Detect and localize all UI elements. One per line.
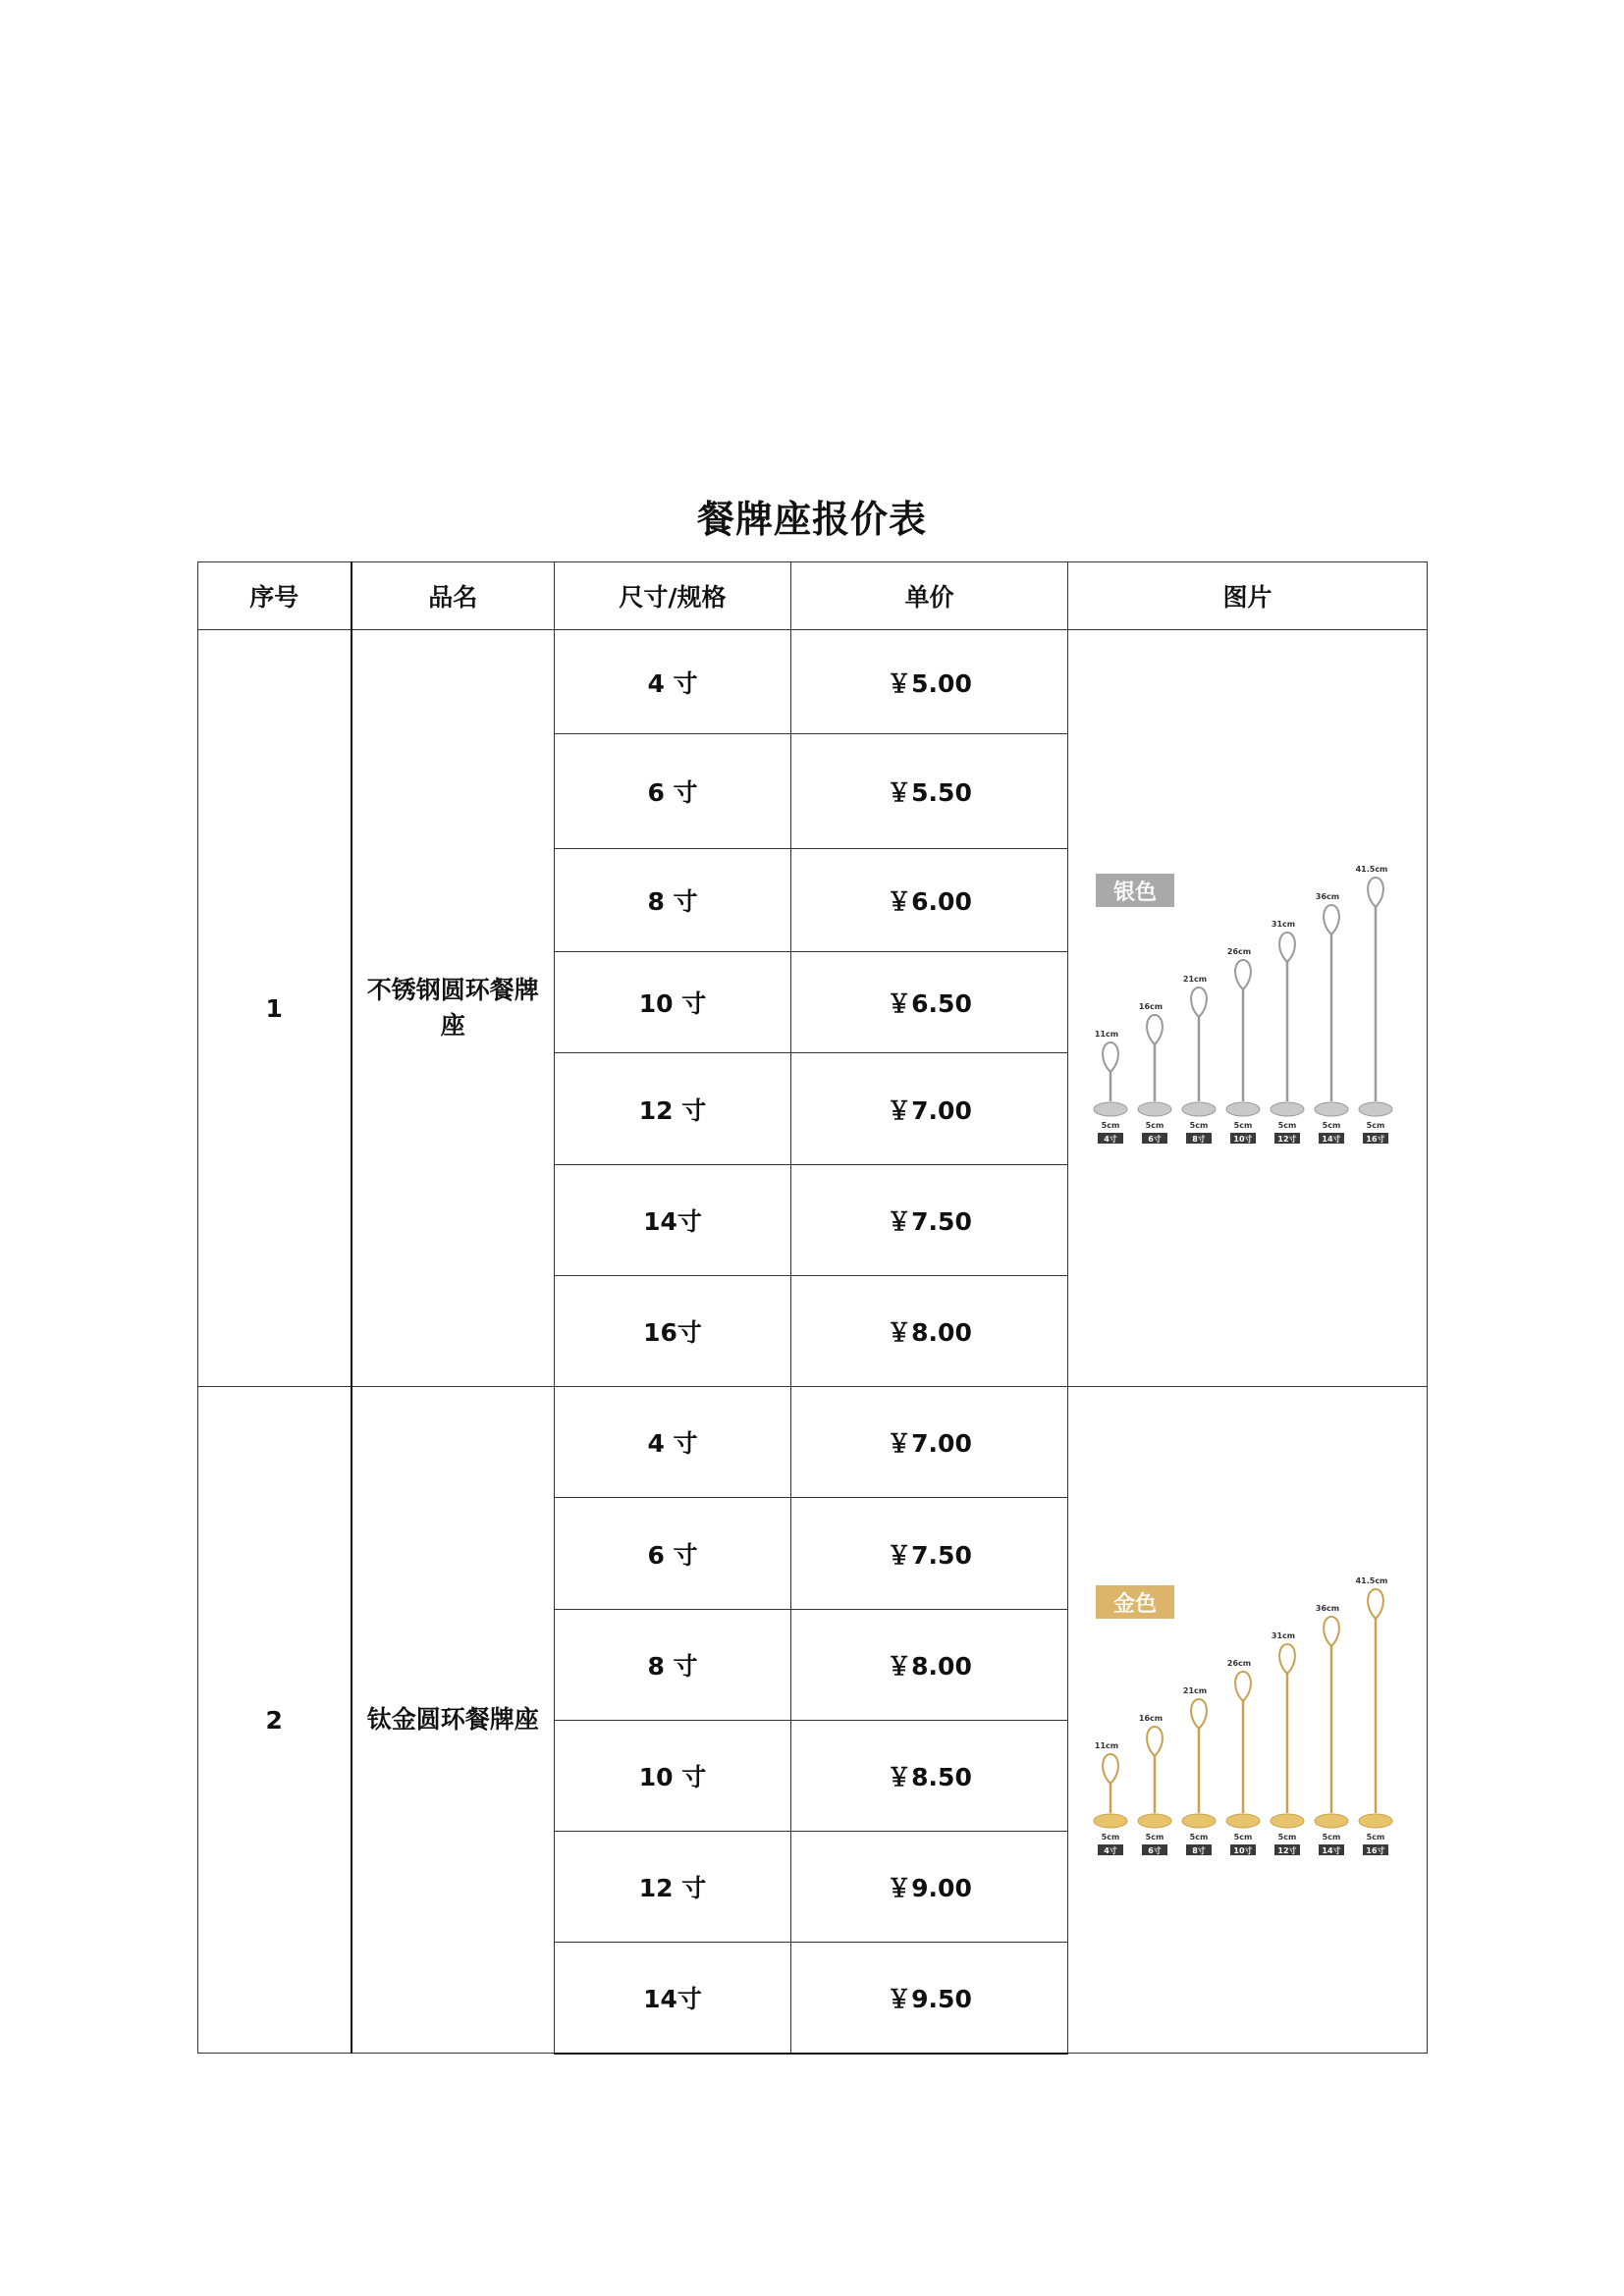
stand-4	[1271, 920, 1304, 1144]
stand-5	[1315, 892, 1348, 1144]
size-tag: 12寸	[1276, 1846, 1297, 1855]
size-cell: 8 寸	[555, 1610, 791, 1721]
table-row	[198, 1387, 1428, 1498]
base-label: 5cm	[1322, 1833, 1340, 1842]
size-tag: 6寸	[1147, 1135, 1162, 1144]
height-label: 31cm	[1271, 1631, 1295, 1640]
price-cell: ￥8.00	[791, 1610, 1068, 1721]
stand-1	[1138, 1002, 1171, 1144]
table-body	[198, 630, 1428, 2054]
product-image-cell	[1068, 630, 1428, 1387]
stand-3	[1226, 1659, 1260, 1855]
product-name: 钛金圆环餐牌座	[366, 1705, 539, 1734]
price-cell: ￥6.00	[791, 849, 1068, 952]
size-cell: 10 寸	[555, 1721, 791, 1832]
price-cell: ￥9.50	[791, 1943, 1068, 2054]
color-badge-label: 银色	[1112, 881, 1157, 905]
height-label: 11cm	[1094, 1741, 1118, 1750]
height-label: 16cm	[1138, 1714, 1163, 1723]
page-title: 餐牌座报价表	[696, 498, 927, 541]
size-tag: 12寸	[1276, 1135, 1297, 1144]
height-label: 36cm	[1315, 892, 1339, 901]
base-label: 5cm	[1322, 1121, 1340, 1130]
size-cell: 14寸	[555, 1165, 791, 1276]
height-label: 41.5cm	[1355, 865, 1387, 874]
header-size: 尺寸/规格	[555, 562, 791, 630]
product-name-cell	[352, 630, 555, 1387]
base-label: 5cm	[1189, 1121, 1208, 1130]
price-cell: ￥7.00	[791, 1387, 1068, 1498]
price-cell: ￥7.50	[791, 1165, 1068, 1276]
stand-6	[1355, 1576, 1391, 1855]
height-label: 16cm	[1138, 1002, 1163, 1011]
product-image-cell	[1068, 1387, 1428, 2054]
product-name-cell	[352, 1387, 555, 2054]
color-badge	[1096, 1585, 1174, 1619]
base-label: 5cm	[1366, 1121, 1384, 1130]
stand-5	[1315, 1604, 1348, 1855]
price-cell: ￥9.00	[791, 1832, 1068, 1943]
size-cell: 6 寸	[555, 734, 791, 849]
stand-2	[1182, 975, 1216, 1144]
price-cell: ￥7.00	[791, 1053, 1068, 1165]
size-cell: 4 寸	[555, 630, 791, 734]
price-table	[197, 561, 1428, 2055]
header-no: 序号	[198, 562, 352, 630]
height-label: 31cm	[1271, 920, 1295, 929]
product-image	[1086, 1568, 1410, 1872]
size-cell: 4 寸	[555, 1387, 791, 1498]
price-cell: ￥5.50	[791, 734, 1068, 849]
base-label: 5cm	[1145, 1121, 1164, 1130]
stand-0	[1094, 1030, 1127, 1144]
base-label: 5cm	[1233, 1121, 1252, 1130]
color-badge	[1096, 874, 1174, 907]
stand-6	[1355, 865, 1391, 1144]
height-label: 21cm	[1182, 975, 1207, 984]
stand-3	[1226, 947, 1260, 1144]
color-badge-label: 金色	[1112, 1592, 1157, 1617]
base-label: 5cm	[1101, 1121, 1119, 1130]
table-header-row	[198, 562, 1428, 630]
stand-1	[1138, 1714, 1171, 1855]
product-no: 2	[198, 1387, 352, 2054]
price-cell: ￥7.50	[791, 1498, 1068, 1610]
height-label: 21cm	[1182, 1686, 1207, 1695]
size-tag: 16寸	[1365, 1846, 1385, 1855]
size-cell: 6 寸	[555, 1498, 791, 1610]
height-label: 41.5cm	[1355, 1576, 1387, 1585]
size-tag: 14寸	[1321, 1846, 1341, 1855]
base-label: 5cm	[1189, 1833, 1208, 1842]
header-name: 品名	[352, 562, 555, 630]
size-cell: 8 寸	[555, 849, 791, 952]
stand-4	[1271, 1631, 1304, 1855]
table-row	[198, 630, 1428, 734]
base-label: 5cm	[1145, 1833, 1164, 1842]
base-label: 5cm	[1277, 1833, 1296, 1842]
size-tag: 8寸	[1191, 1135, 1206, 1144]
base-label: 5cm	[1366, 1833, 1384, 1842]
size-tag: 10寸	[1232, 1846, 1253, 1855]
product-name: 不锈钢圆环餐牌座	[366, 976, 539, 1040]
size-cell: 14寸	[555, 1943, 791, 2054]
size-tag: 14寸	[1321, 1135, 1341, 1144]
size-tag: 4寸	[1103, 1135, 1117, 1144]
stand-2	[1182, 1686, 1216, 1855]
base-label: 5cm	[1101, 1833, 1119, 1842]
price-cell: ￥8.50	[791, 1721, 1068, 1832]
product-image	[1086, 856, 1410, 1160]
size-tag: 8寸	[1191, 1846, 1206, 1855]
height-label: 26cm	[1226, 947, 1251, 956]
stand-0	[1094, 1741, 1127, 1855]
size-cell: 12 寸	[555, 1053, 791, 1165]
price-cell: ￥8.00	[791, 1276, 1068, 1387]
header-image: 图片	[1068, 562, 1428, 630]
header-price: 单价	[791, 562, 1068, 630]
size-tag: 16寸	[1365, 1135, 1385, 1144]
size-tag: 6寸	[1147, 1846, 1162, 1855]
size-cell: 16寸	[555, 1276, 791, 1387]
size-cell: 12 寸	[555, 1832, 791, 1943]
base-label: 5cm	[1277, 1121, 1296, 1130]
base-label: 5cm	[1233, 1833, 1252, 1842]
product-no: 1	[198, 630, 352, 1387]
size-tag: 10寸	[1232, 1135, 1253, 1144]
height-label: 36cm	[1315, 1604, 1339, 1613]
height-label: 11cm	[1094, 1030, 1118, 1039]
price-cell: ￥5.00	[791, 630, 1068, 734]
size-cell: 10 寸	[555, 952, 791, 1053]
height-label: 26cm	[1226, 1659, 1251, 1668]
price-cell: ￥6.50	[791, 952, 1068, 1053]
size-tag: 4寸	[1103, 1846, 1117, 1855]
